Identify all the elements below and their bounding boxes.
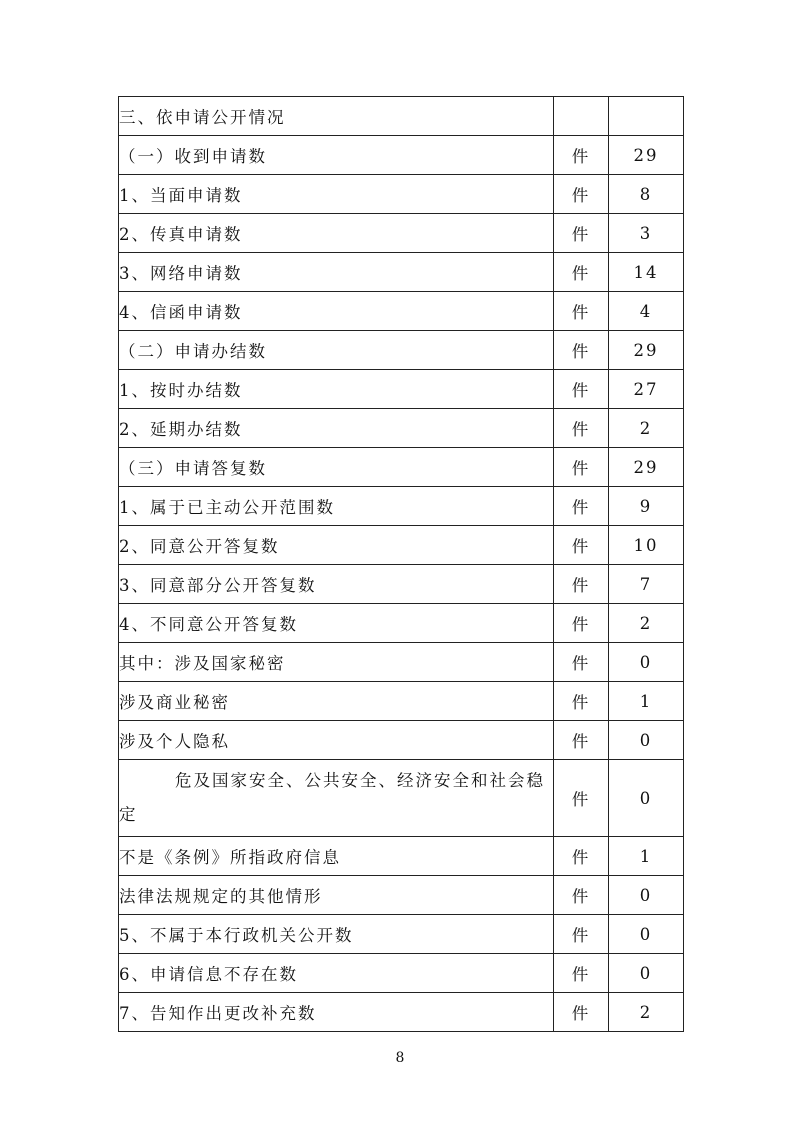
row-value: 0: [609, 721, 684, 760]
row-item-label: （三）申请答复数: [119, 448, 554, 487]
row-item-label: 其中：涉及国家秘密: [119, 643, 554, 682]
row-unit: 件: [554, 526, 609, 565]
row-item-label: 2、同意公开答复数: [119, 526, 554, 565]
row-value: 29: [609, 448, 684, 487]
row-item-label: 涉及商业秘密: [119, 682, 554, 721]
row-value: 0: [609, 760, 684, 837]
row-value: 29: [609, 136, 684, 175]
row-unit: 件: [554, 721, 609, 760]
row-unit: 件: [554, 915, 609, 954]
row-value: 14: [609, 253, 684, 292]
row-item-label: 2、传真申请数: [119, 214, 554, 253]
table-row: [119, 876, 684, 915]
table-row: [119, 643, 684, 682]
row-item-label: 6、申请信息不存在数: [119, 954, 554, 993]
table-row: [119, 993, 684, 1032]
statistics-table-body: [119, 97, 684, 1032]
statistics-table: [118, 96, 684, 1032]
row-unit: 件: [554, 409, 609, 448]
row-item-label: 不是《条例》所指政府信息: [119, 837, 554, 876]
row-unit: 件: [554, 682, 609, 721]
table-row: [119, 760, 684, 837]
table-row: [119, 526, 684, 565]
row-value: 0: [609, 876, 684, 915]
table-row: [119, 292, 684, 331]
row-unit: 件: [554, 448, 609, 487]
table-row: [119, 915, 684, 954]
row-value: 4: [609, 292, 684, 331]
row-item-label: 1、按时办结数: [119, 370, 554, 409]
row-item-label: 涉及个人隐私: [119, 721, 554, 760]
row-item-label: [119, 760, 554, 837]
page-number: 8: [395, 1050, 405, 1066]
row-item-label-text: 危及国家安全、公共安全、经济安全和社会稳定: [119, 771, 545, 824]
row-value: 8: [609, 175, 684, 214]
row-value: 27: [609, 370, 684, 409]
row-unit: 件: [554, 175, 609, 214]
row-value: 2: [609, 409, 684, 448]
row-unit: 件: [554, 993, 609, 1032]
table-row: [119, 409, 684, 448]
row-item-label: 4、不同意公开答复数: [119, 604, 554, 643]
row-value: 3: [609, 214, 684, 253]
row-item-label: 4、信函申请数: [119, 292, 554, 331]
row-unit: 件: [554, 214, 609, 253]
row-value: 1: [609, 837, 684, 876]
table-row: [119, 487, 684, 526]
row-item-label: 5、不属于本行政机关公开数: [119, 915, 554, 954]
row-unit: 件: [554, 370, 609, 409]
table-row: [119, 331, 684, 370]
table-row: [119, 97, 684, 136]
row-unit: [554, 97, 609, 136]
row-unit: 件: [554, 604, 609, 643]
row-item-label: 法律法规规定的其他情形: [119, 876, 554, 915]
row-item-label: 3、网络申请数: [119, 253, 554, 292]
table-row: [119, 370, 684, 409]
row-value: 2: [609, 993, 684, 1032]
table-row: [119, 604, 684, 643]
row-item-label: 2、延期办结数: [119, 409, 554, 448]
row-item-label: 7、告知作出更改补充数: [119, 993, 554, 1032]
row-value: 2: [609, 604, 684, 643]
row-unit: 件: [554, 487, 609, 526]
table-row: [119, 837, 684, 876]
row-item-label: （一）收到申请数: [119, 136, 554, 175]
row-unit: 件: [554, 253, 609, 292]
table-row: [119, 175, 684, 214]
row-value: 29: [609, 331, 684, 370]
table-row: [119, 253, 684, 292]
row-unit: 件: [554, 331, 609, 370]
table-row: [119, 136, 684, 175]
row-unit: 件: [554, 643, 609, 682]
row-unit: 件: [554, 954, 609, 993]
row-unit: 件: [554, 837, 609, 876]
row-unit: 件: [554, 292, 609, 331]
row-item-label: 1、当面申请数: [119, 175, 554, 214]
row-value: 0: [609, 915, 684, 954]
row-value: 9: [609, 487, 684, 526]
row-value: 1: [609, 682, 684, 721]
table-row: [119, 448, 684, 487]
table-row: [119, 565, 684, 604]
table-row: [119, 214, 684, 253]
row-item-label: （二）申请办结数: [119, 331, 554, 370]
table-row: [119, 721, 684, 760]
row-value: [609, 97, 684, 136]
table-row: [119, 682, 684, 721]
row-value: 10: [609, 526, 684, 565]
row-unit: 件: [554, 136, 609, 175]
row-unit: 件: [554, 876, 609, 915]
row-item-label: 三、依申请公开情况: [119, 97, 554, 136]
row-unit: 件: [554, 565, 609, 604]
row-item-label: 3、同意部分公开答复数: [119, 565, 554, 604]
row-unit: 件: [554, 760, 609, 837]
row-value: 0: [609, 643, 684, 682]
row-value: 0: [609, 954, 684, 993]
row-item-label: 1、属于已主动公开范围数: [119, 487, 554, 526]
row-value: 7: [609, 565, 684, 604]
table-row: [119, 954, 684, 993]
